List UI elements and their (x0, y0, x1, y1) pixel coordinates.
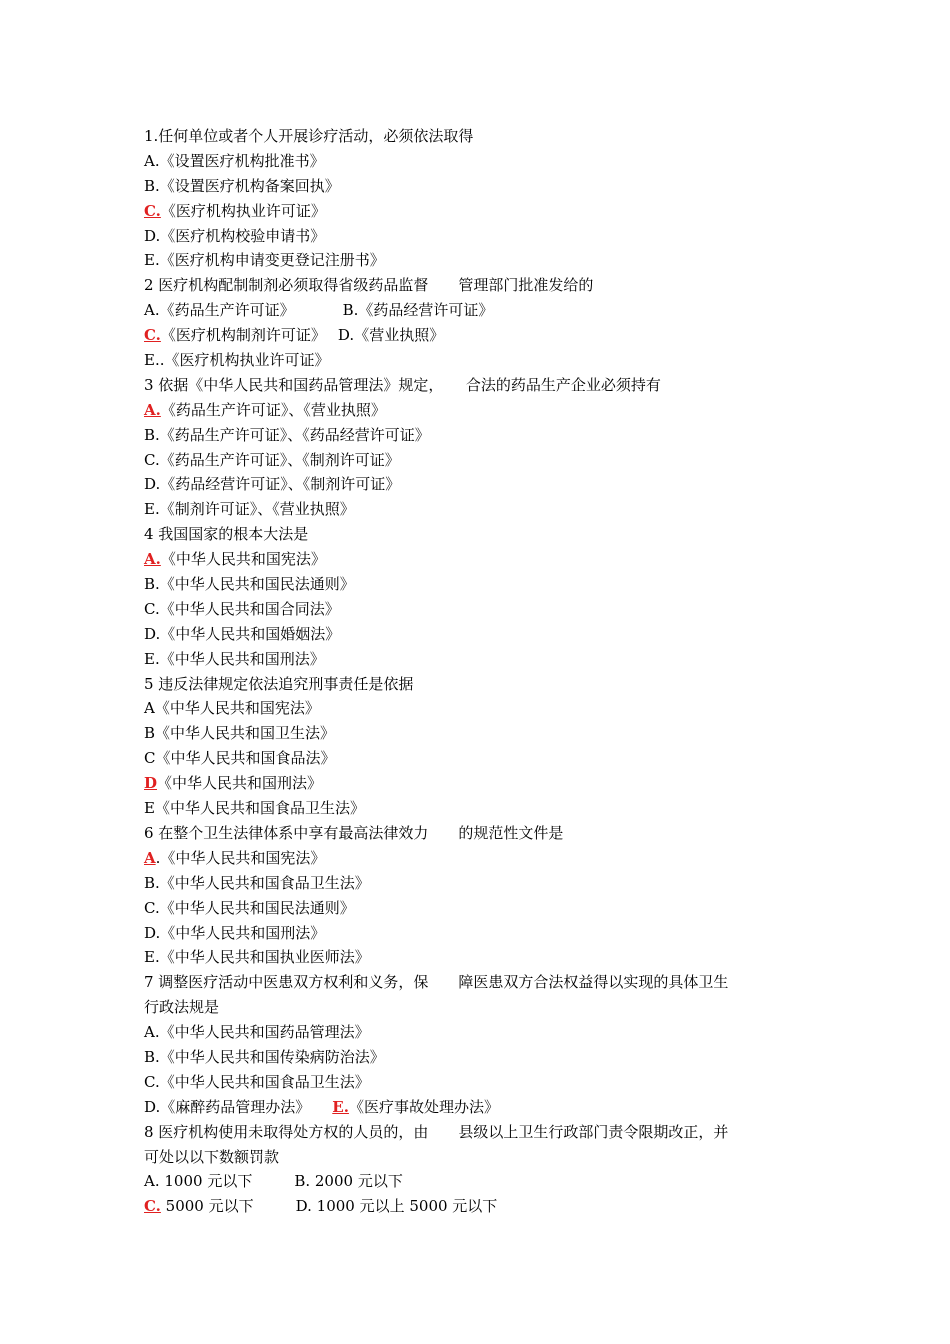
option-key: C. (144, 1072, 160, 1091)
option-line (144, 896, 824, 921)
option-key: A. (144, 301, 160, 320)
option-key: E.. (144, 351, 165, 370)
question-stem: 7 调整医疗活动中医患双方权利和义务，保 障医患双方合法权益得以实现的具体卫生 (144, 973, 729, 992)
option-line (144, 871, 824, 896)
option-line (144, 1045, 824, 1070)
option-key: C. (144, 599, 160, 618)
correct-answer-key (324, 1098, 349, 1116)
option-text: 《中华人民共和国执业医师法》 (159, 948, 370, 967)
question-document (144, 124, 824, 1219)
option-text: 《麻醉药品管理办法》 (160, 1097, 311, 1116)
option-text: 5000 元以下 (160, 1197, 254, 1216)
option-text: 《中华人民共和国传染病防治法》 (159, 1047, 385, 1066)
option-line (144, 1070, 824, 1095)
option-line (144, 224, 824, 249)
option-key: E. (144, 649, 160, 668)
option-text: 《中华人民共和国刑法》 (160, 923, 326, 942)
option-line (144, 448, 824, 473)
option-text: 《中华人民共和国宪法》 (160, 550, 326, 569)
option-line (144, 398, 824, 423)
correct-answer-key: C. (144, 201, 161, 220)
option-key: A. (144, 151, 160, 170)
option-key: B. (342, 301, 359, 320)
option-key: A. (144, 1172, 160, 1191)
option-key: D. (337, 326, 355, 345)
option-text: 《中华人民共和国民法通则》 (159, 575, 355, 594)
option-text: 《药品经营许可证》 (358, 301, 494, 320)
question-stem: 6 在整个卫生法律体系中享有最高法律效力 的规范性文件是 (144, 823, 564, 842)
option-text: 《营业执照》 (354, 326, 445, 345)
correct-answer-key: A. (144, 550, 161, 569)
option-text: 《中华人民共和国食品卫生法》 (159, 1072, 370, 1091)
correct-answer-key: A. (144, 400, 161, 419)
option-key: B (144, 724, 156, 743)
option-text: 《制剂许可证》、《营业执照》 (159, 500, 355, 519)
option-line (144, 1169, 824, 1194)
option-line (144, 497, 824, 522)
correct-answer-key: C. (144, 326, 161, 345)
option-text: 《医疗机构校验申请书》 (160, 226, 326, 245)
correct-answer-key: A (144, 848, 156, 867)
option-key: D. (144, 624, 161, 643)
question-stem: 5 违反法律规定依法追究刑事责任是依据 (144, 674, 414, 693)
option-line (144, 1095, 824, 1120)
option-key: D. (144, 1097, 161, 1116)
option-line (144, 149, 824, 174)
option-text: .《中华人民共和国宪法》 (155, 848, 326, 867)
correct-answer-key: D (144, 774, 158, 793)
option-text: 《设置医疗机构备案回执》 (159, 176, 340, 195)
option-text: 《医疗机构制剂许可证》 (160, 326, 326, 345)
question-stem-continued: 可处以以下数额罚款 (144, 1147, 280, 1166)
option-key: B. (144, 425, 160, 444)
option-key: B. (144, 1047, 160, 1066)
option-line (144, 746, 824, 771)
option-line (144, 572, 824, 597)
option-line (144, 547, 824, 572)
option-key: C. (144, 450, 160, 469)
option-text: 《中华人民共和国食品卫生法》 (159, 873, 370, 892)
option-line (144, 796, 824, 821)
option-line (144, 721, 824, 746)
option-line (144, 1020, 824, 1045)
option-text: 《药品生产许可证》 (159, 301, 295, 320)
option-text: 《中华人民共和国卫生法》 (155, 724, 336, 743)
option-line (144, 1194, 824, 1219)
option-text: 《中华人民共和国刑法》 (157, 774, 323, 793)
question-stem: 8 医疗机构使用未取得处方权的人员的，由 县级以上卫生行政部门责令限期改正，并 (144, 1122, 729, 1141)
option-text: 《中华人民共和国刑法》 (159, 649, 325, 668)
option-text: 《中华人民共和国食品法》 (155, 749, 336, 768)
option-key: D. (295, 1197, 312, 1216)
option-line (144, 921, 824, 946)
option-text: 《中华人民共和国民法通则》 (159, 898, 355, 917)
option-text: 1000 元以下 (159, 1172, 253, 1191)
option-key: D. (144, 226, 161, 245)
option-text: 《医疗机构申请变更登记注册书》 (159, 251, 385, 270)
option-key: A. (144, 1023, 160, 1042)
option-line (144, 696, 824, 721)
option-text: 《医疗机构执业许可证》 (160, 201, 326, 220)
option-text: 《医疗事故处理办法》 (348, 1097, 499, 1116)
option-line (144, 472, 824, 497)
option-key: A (144, 699, 155, 718)
option-key: E (144, 799, 155, 818)
option-line (144, 622, 824, 647)
question-stem-continued: 行政法规是 (144, 998, 220, 1017)
correct-answer-key-text: E. (332, 1097, 349, 1116)
option-text: 1000 元以上 5000 元以下 (311, 1197, 498, 1216)
option-key: B. (294, 1172, 311, 1191)
option-text: 《药品生产许可证》、《营业执照》 (160, 400, 386, 419)
option-key: B. (144, 176, 160, 195)
option-line (144, 423, 824, 448)
option-text: 《中华人民共和国药品管理法》 (159, 1023, 370, 1042)
option-key: C. (144, 898, 160, 917)
question-stem: 2 医疗机构配制制剂必须取得省级药品监督 管理部门批准发给的 (144, 276, 594, 295)
option-text: 《药品生产许可证》、《制剂许可证》 (159, 450, 400, 469)
correct-answer-key: C. (144, 1197, 161, 1216)
option-line (144, 846, 824, 871)
option-key: E. (144, 251, 160, 270)
option-text: 2000 元以下 (310, 1172, 403, 1191)
option-key: B. (144, 873, 160, 892)
option-line (144, 298, 824, 323)
option-text: 《中华人民共和国合同法》 (159, 599, 340, 618)
option-line (144, 323, 824, 348)
option-line (144, 348, 824, 373)
option-line (144, 597, 824, 622)
option-text: 《药品经营许可证》、《制剂许可证》 (160, 475, 401, 494)
option-text: 《药品生产许可证》、《药品经营许可证》 (159, 425, 430, 444)
option-text: 《中华人民共和国婚姻法》 (160, 624, 341, 643)
question-stem: 3 依据《中华人民共和国药品管理法》规定， 合法的药品生产企业必须持有 (144, 375, 661, 394)
option-text: 《中华人民共和国食品卫生法》 (154, 799, 365, 818)
option-line (144, 771, 824, 796)
option-text: 《中华人民共和国宪法》 (154, 699, 320, 718)
question-stem: 1.任何单位或者个人开展诊疗活动，必须依法取得 (144, 127, 474, 145)
option-line (144, 174, 824, 199)
option-line (144, 199, 824, 224)
option-line (144, 945, 824, 970)
option-text: 《医疗机构执业许可证》 (164, 351, 330, 370)
option-line (144, 248, 824, 273)
option-line (144, 647, 824, 672)
option-text: 《设置医疗机构批准书》 (159, 151, 325, 170)
option-key: D. (144, 475, 161, 494)
option-key: D. (144, 923, 161, 942)
option-key: E. (144, 500, 160, 519)
option-key: B. (144, 575, 160, 594)
option-key: C (144, 749, 156, 768)
option-key: E. (144, 948, 160, 967)
question-stem: 4 我国国家的根本大法是 (144, 525, 309, 544)
